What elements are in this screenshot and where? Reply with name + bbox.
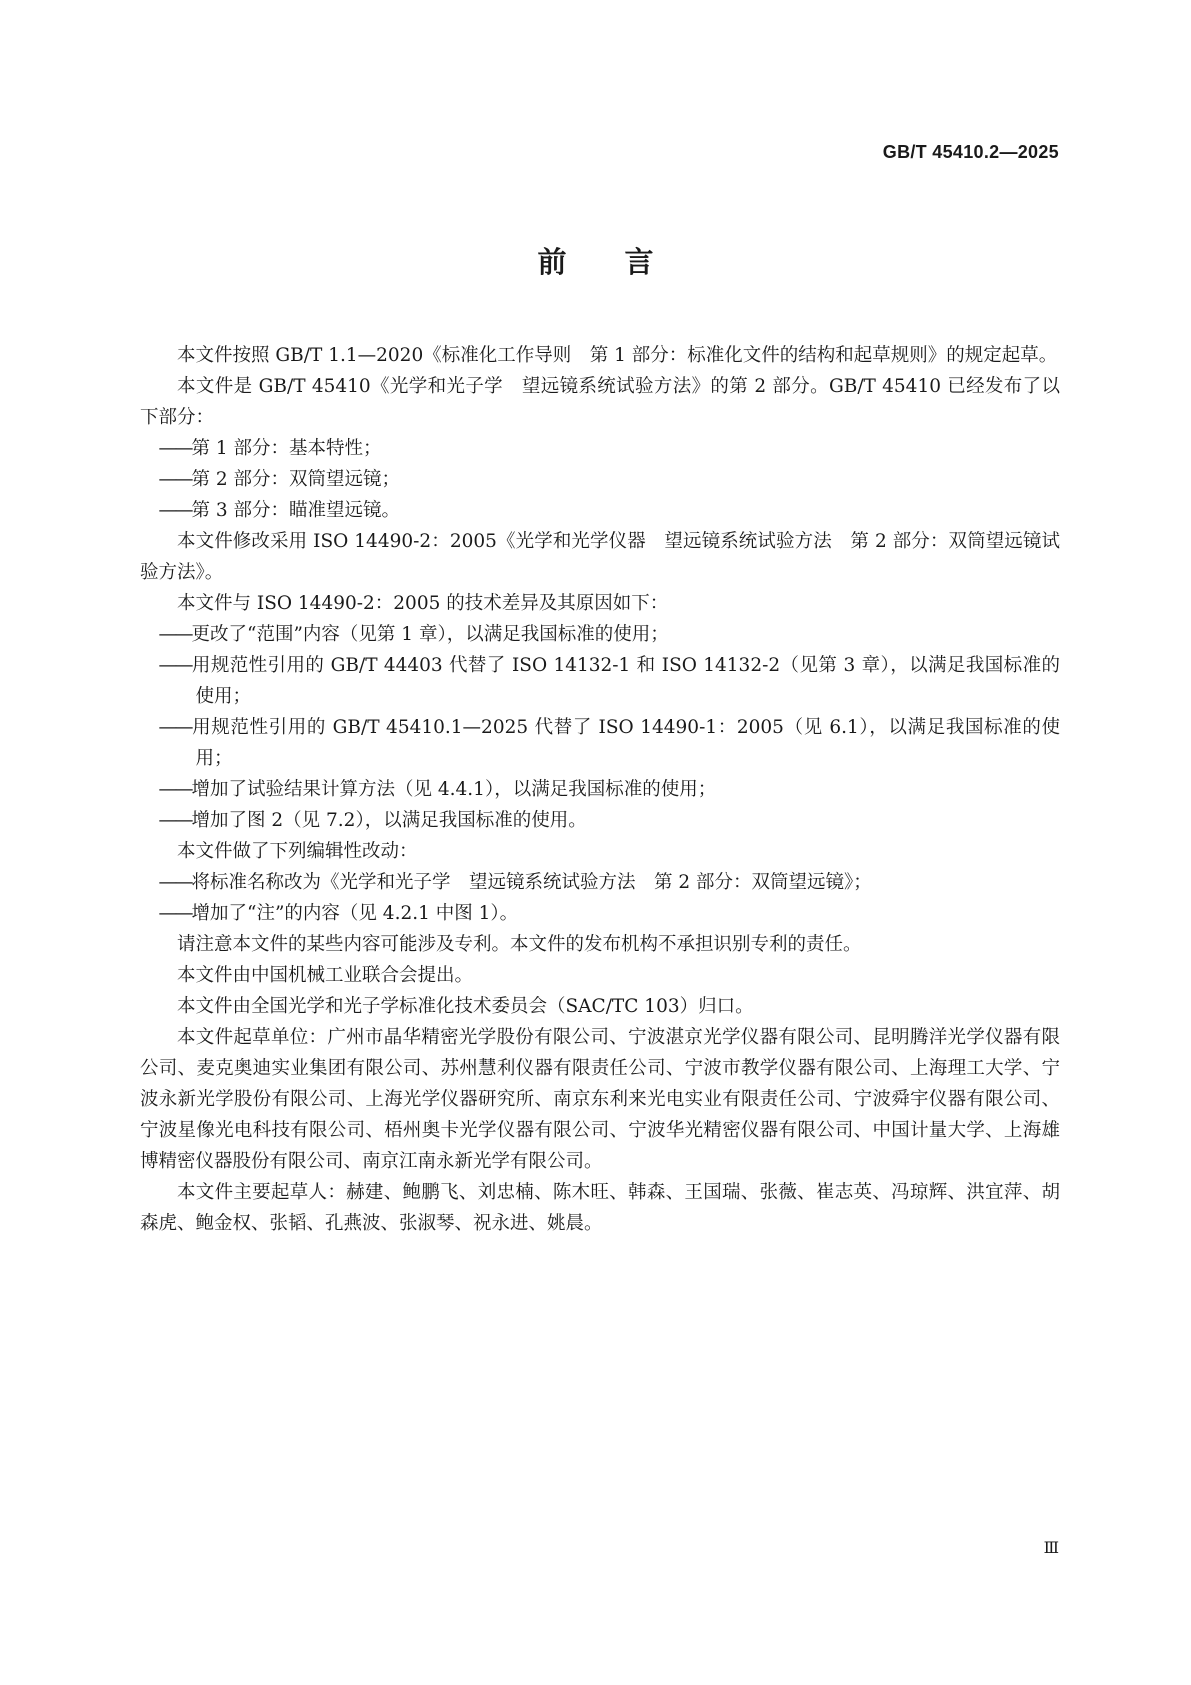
paragraph: 本文件与 ISO 14490-2：2005 的技术差异及其原因如下： xyxy=(177,593,669,614)
list-item xyxy=(140,464,1060,495)
list-item xyxy=(140,898,1060,929)
list-dash: —— xyxy=(158,810,192,831)
list-item-text: 用规范性引用的 GB/T 44403 代替了 ISO 14132-1 和 ISO 14132-2（见第 3 章），以满足我国标准的使用； xyxy=(191,655,1060,707)
paragraph: 请注意本文件的某些内容可能涉及专利。本文件的发布机构不承担识别专利的责任。 xyxy=(177,934,862,955)
document-code: GB/T 45410.2—2025 xyxy=(882,142,1059,162)
list-item-text: 增加了“注”的内容（见 4.2.1 中图 1）。 xyxy=(191,903,519,924)
page-title: 前言 xyxy=(537,245,712,279)
list-dash: —— xyxy=(158,779,192,800)
list-item xyxy=(140,774,1060,805)
paragraph: 本文件由全国光学和光子学标准化技术委员会（SAC/TC 103）归口。 xyxy=(177,996,754,1017)
list-dash: —— xyxy=(158,500,192,521)
paragraph: 本文件做了下列编辑性改动： xyxy=(177,841,418,862)
list-item-text: 第 1 部分：基本特性； xyxy=(191,438,382,459)
list-item xyxy=(140,619,1060,650)
list-item xyxy=(140,712,1060,774)
list-item-text: 增加了试验结果计算方法（见 4.4.1），以满足我国标准的使用； xyxy=(191,779,717,800)
list-item xyxy=(140,495,1060,526)
list-item xyxy=(140,650,1060,712)
list-dash: —— xyxy=(158,624,192,645)
list-item-text: 更改了“范围”内容（见第 1 章），以满足我国标准的使用； xyxy=(191,624,669,645)
list-item xyxy=(140,805,1060,836)
list-dash: —— xyxy=(158,717,192,738)
list-dash: —— xyxy=(158,438,192,459)
paragraph: 本文件主要起草人：赫建、鲍鹏飞、刘忠楠、陈木旺、韩森、王国瑞、张薇、崔志英、冯琼辉、洪宜萍、胡森虎、鲍金权、张韬、孔燕波、张淑琴、祝永进、姚晨。 xyxy=(140,1182,1060,1234)
list-dash: —— xyxy=(158,903,192,924)
preface-body xyxy=(140,340,1060,1239)
list-dash: —— xyxy=(158,469,192,490)
list-item xyxy=(140,867,1060,898)
paragraph: 本文件起草单位：广州市晶华精密光学股份有限公司、宁波湛京光学仪器有限公司、昆明腾洋光学仪器有限公司、麦克奥迪实业集团有限公司、苏州慧利仪器有限责任公司、宁波市教学仪器有限公司、上海理工大学、宁波永新光学股份有限公司、上海光学仪器研究所、南京东利来光电实业有限责任公司、宁波舜宇仪器有限公司、宁波星像光电科技有限公司、梧州奥卡光学仪器有限公司、宁波华光精密仪器有限公司、中国计量大学、上海雄博精密仪器股份有限公司、南京江南永新光学有限公司。 xyxy=(140,1027,1060,1172)
list-item-text: 增加了图 2（见 7.2），以满足我国标准的使用。 xyxy=(191,810,587,831)
list-dash: —— xyxy=(158,872,192,893)
paragraph: 本文件由中国机械工业联合会提出。 xyxy=(177,965,474,986)
paragraph: 本文件按照 GB/T 1.1—2020《标准化工作导则 第 1 部分：标准化文件的结构和起草规则》的规定起草。 xyxy=(177,345,1058,366)
list-item xyxy=(140,433,1060,464)
paragraph: 本文件修改采用 ISO 14490-2：2005《光学和光学仪器 望远镜系统试验方法 第 2 部分：双筒望远镜试验方法》。 xyxy=(140,531,1060,583)
paragraph: 本文件是 GB/T 45410《光学和光子学 望远镜系统试验方法》的第 2 部分。GB/T 45410 已经发布了以下部分： xyxy=(140,376,1060,428)
list-item-text: 将标准名称改为《光学和光子学 望远镜系统试验方法 第 2 部分：双筒望远镜》； xyxy=(191,872,872,893)
list-dash: —— xyxy=(158,655,192,676)
list-item-text: 第 3 部分：瞄准望远镜。 xyxy=(191,500,401,521)
list-item-text: 第 2 部分：双筒望远镜； xyxy=(191,469,401,490)
page-number: Ⅲ xyxy=(1043,1538,1059,1557)
list-item-text: 用规范性引用的 GB/T 45410.1—2025 代替了 ISO 14490-1：2005（见 6.1），以满足我国标准的使用； xyxy=(191,717,1060,769)
